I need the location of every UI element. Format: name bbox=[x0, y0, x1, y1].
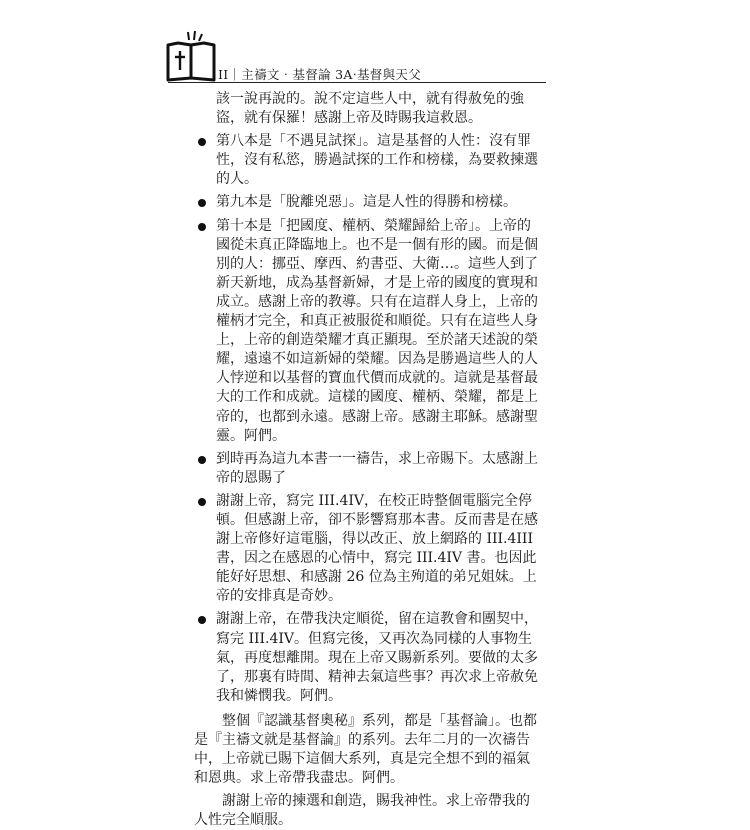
list-item bbox=[194, 450, 542, 488]
list-item-text: 第八本是「不遇見試探」。這是基督的人性：沒有罪性，沒有私慾，勝過試探的工作和榜樣，為要救揀選的人。 bbox=[216, 133, 538, 188]
list-item bbox=[194, 217, 542, 446]
bullet-icon bbox=[198, 616, 206, 624]
body-paragraph: 謝謝上帝的揀選和創造，賜我神性。求上帝帶我的人性完全順服。 bbox=[194, 793, 530, 829]
list-item bbox=[194, 193, 542, 212]
list-item bbox=[194, 492, 542, 607]
bullet-icon bbox=[198, 498, 206, 506]
page-body bbox=[194, 90, 542, 830]
list-item bbox=[194, 610, 542, 705]
list-item-text: 第九本是「脫離兇惡」。這是人性的得勝和榜樣。 bbox=[216, 194, 517, 211]
bullet-icon bbox=[198, 199, 206, 207]
continued-text: 該一說再說的。說不定這些人中，就有得赦免的強盜，就有保羅！感謝上帝及時賜我這救恩。 bbox=[216, 91, 524, 127]
page-header bbox=[162, 28, 552, 88]
running-head: II｜主禱文‧基督論 3A‧基督與天父 bbox=[218, 67, 422, 82]
list-item-text: 謝謝上帝，在帶我決定順從，留在這教會和團契中，寫完 III.4IV。但寫完後，又再次為同樣的人事物生氣，再度想離開。現在上帝又賜新系列。要做的太多了，那裏有時間、精神去氣這些事？再次求上帝赦免我和憐憫我。阿們。 bbox=[216, 611, 538, 704]
list-item-text: 到時再為這九本書一一禱告，求上帝賜下。太感謝上帝的恩賜了 bbox=[216, 450, 538, 486]
bullet-icon bbox=[198, 456, 206, 464]
open-book-cross-icon bbox=[162, 28, 218, 84]
body-paragraph: 整個『認識基督奧秘』系列，都是「基督論」。也都是『主禱文就是基督論』的系列。去年二月的一次禱告中，上帝就已賜下這個大系列，真是完全想不到的福氣和恩典。求上帝帶我盡忠。阿們。 bbox=[194, 712, 537, 787]
list-item-text: 謝謝上帝，寫完 III.4IV，在校正時整個電腦完全停頓。但感謝上帝，卻不影響寫那本書。反而書是在感謝上帝修好這電腦，得以改正、放上網路的 III.4III 書，因之在感恩的心情中，寫完 III.4IV 書。也因此能好好思想、和感謝 26 位為主殉道的弟兄姐妹。上帝的安排真是奇妙。 bbox=[216, 492, 538, 605]
bullet-icon bbox=[198, 138, 206, 146]
header-rule bbox=[168, 82, 546, 83]
bullet-icon bbox=[198, 223, 206, 231]
list-item-text: 第十本是「把國度、權柄、榮耀歸給上帝」。上帝的國從未真正降臨地上。也不是一個有形的國。而是個別的人：挪亞、摩西、約書亞、大衛…。這些人到了新天新地，成為基督新婦，才是上帝的國度的實現和成立。感謝上帝的教導。只有在這群人身上，上帝的權柄才完全，和真正被服從和順從。只有在這些人身上，上帝的創造榮耀才真正顯現。至於諸天述說的榮耀，遠遠不如這新婦的榮耀。因為是勝過這些人的人人悖逆和以基督的寶血代價而成就的。這就是基督最大的工作和成就。這樣的國度、權柄、榮耀，都是上帝的，也都到永遠。感謝上帝。感謝主耶穌。感謝聖靈。阿們。 bbox=[216, 217, 538, 444]
list-item bbox=[194, 132, 542, 189]
